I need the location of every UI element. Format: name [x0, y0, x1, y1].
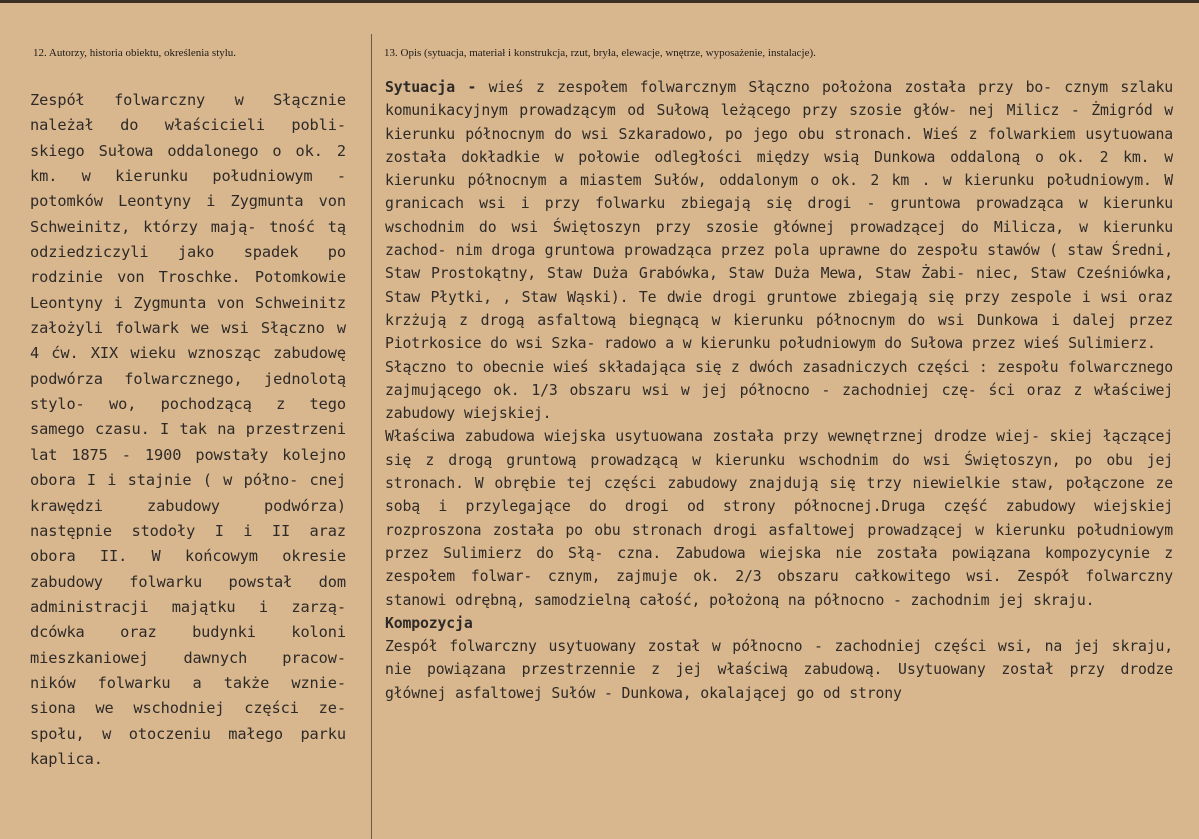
village-structure-paragraph: Słączno to obecnie wieś składająca się z dwóch zasadniczych części : zespołu folwarcznego zajmującego ok. 1/3 obszaru wsi w jej północno - zachodniej czę- ści oraz z właściwej zabudowy wiejskiej.: [385, 358, 1173, 423]
section-12-body: Zespół folwarczny w Słącznie należał do właścicieli pobli- skiego Sułowa oddalonego o ok. 2 km. w kierunku południowym - potomków Leontyny i Zygmunta von Schweinitz, którzy mają- tność tą odziedziczyli jako spadek po rodzinie von Troschke. Potomkowie Leontyny i Zygmunta von Schweinitz założyli folwark we wsi Słączno w 4 ćw. XIX wieku wznosząc zabudowę podwórza folwarcznego, jednolotą stylo- wo, pochodzącą z tego samego czasu. I tak na przestrzeni lat 1875 - 1900 powstały kolejno obora I i stajnie ( w półno- cnej krawędzi zabudowy podwórza) następnie stodoły I i II araz obora II. W końcowym okresie zabudowy folwarku powstał dom administracji majątku i zarzą- dcówka oraz budynki koloni mieszkaniowej dawnych pracow- ników folwarku a także wznie- siona we wschodniej części ze- społu, w otoczeniu małego parku kaplica.: [30, 91, 346, 768]
section-13-body: [385, 76, 1173, 705]
situation-text: wieś z zespołem folwarcznym Słączno położona została przy bo- cznym szlaku komunikacyjnym prowadzącym od Sułową leżącego przy szosie głów- nej Milicz - Żmigród w kierunku północnym do wsi Szkaradowo, po jego obu stronach. Wieś z folwarkiem usytuowana została dokładkie w połowie odległości między wsią Dunkowa oddaloną o ok. 2 km. w kierunku północnym a miastem Sułów, oddalonym o ok. 2 km . w kierunku południowym. W granicach wsi i przy folwarku zbiegają się drogi - gruntowa prowadząca w kierunku wschodnim do wsi Świętoszyn przy szosie głównej prowadzącej do Milicza, w kierunku zachod- nim droga gruntowa prowadząca przez pola uprawne do zespołu stawów ( staw Średni, Staw Prostokątny, Staw Duża Grabówka, Staw Duża Mewa, Staw Żabi- niec, Staw Cześniówka, Staw Płytki, , Staw Wąski). Te dwie drogi gruntowe zbiegają się przy zespole i wsi oraz krzżują z drogą asfaltową biegnącą w kierunku północnym do wsi Dunkowa i dalej przez Piotrkosice do wsi Szka- radowo a w kierunku południowym do Sułowa przez wieś Sulimierz.: [385, 79, 1173, 353]
composition-paragraph: Zespół folwarczny usytuowany został w północno - zachodniej części wsi, na jej skraju, nie powiązana przestrzennie z jej właściwą zabudową. Usytuowany został przy drodze głównej asfaltowej Sułów - Dunkowa, okalającej go od strony: [385, 638, 1173, 702]
section-12-heading: 12. Autorzy, historia obiektu, określenia stylu.: [33, 47, 237, 59]
composition-heading: Kompozycja: [385, 614, 473, 632]
section-13-heading: 13. Opis (sytuacja, materiał i konstrukcja, rzut, bryła, elewacje, wnętrze, wyposażenie, instalacje).: [384, 47, 816, 59]
situation-paragraph: [385, 76, 1173, 356]
village-buildings-paragraph: Właściwa zabudowa wiejska usytuowana została przy wewnętrznej drodze wiej- skiej łączącej się z drogą gruntową prowadzącą w kierunku wschodnim do wsi Świętoszyn, po obu jej stronach. W obrębie tej części zabudowy znajdują się trzy niewielkie staw, połączone ze sobą i przylegające do drogi od strony północnej.Druga część zabudowy wiejskiej rozproszona została po obu stronach drogi asfaltowej prowadzącej w kierunku południowym przez Sulimierz do Słą- czna. Zabudowa wiejska nie została powiązana kompozycynie z zespołem folwar- cznym, zajmuje ok. 2/3 obszaru całkowitego wsi. Zespół folwarczny stanowi odrębną, samodzielną całość, położoną na północno - zachodnim jej skraju.: [385, 428, 1173, 609]
column-divider: [371, 34, 372, 839]
top-border-line: [0, 0, 1199, 3]
situation-label: Sytuacja -: [385, 79, 477, 96]
